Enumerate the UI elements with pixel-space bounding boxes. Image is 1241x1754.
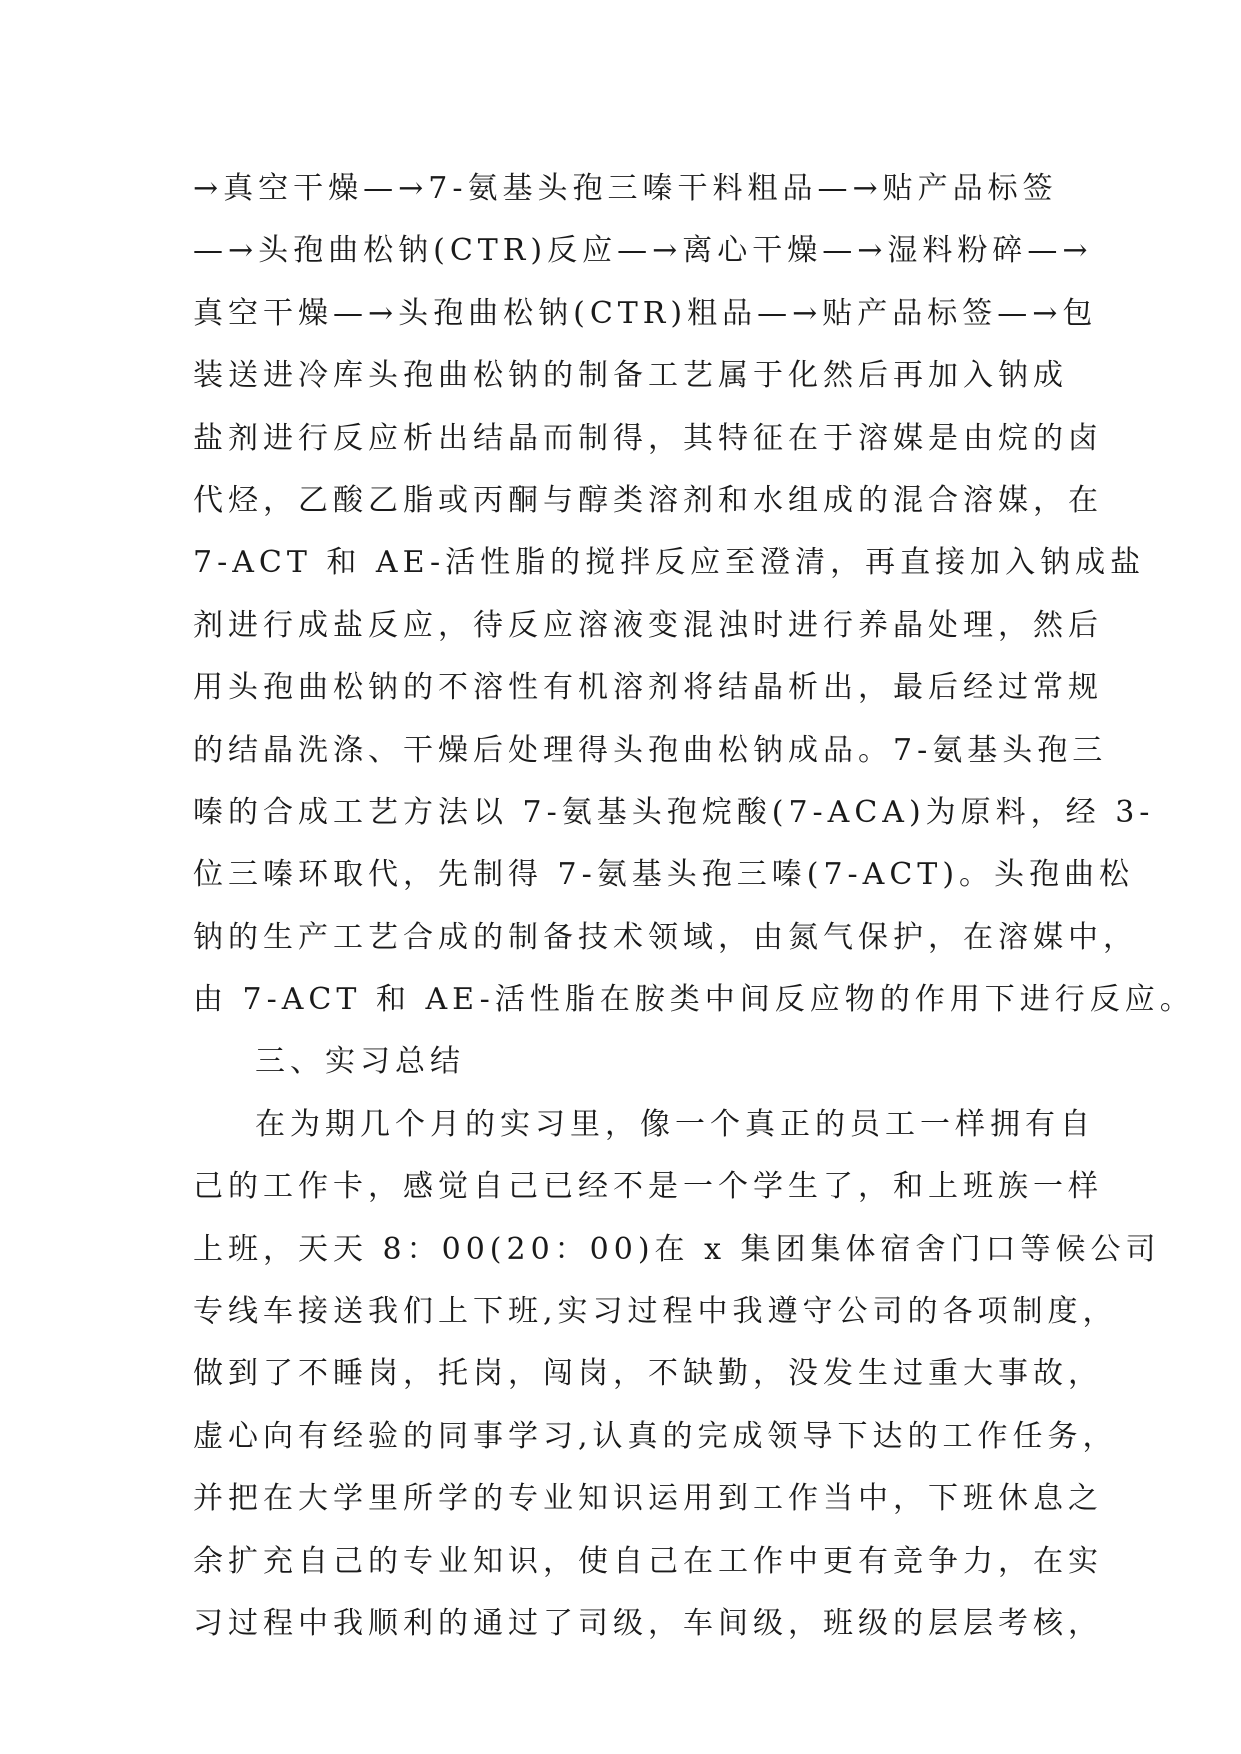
body-line: 习过程中我顺利的通过了司级，车间级，班级的层层考核， xyxy=(193,1605,1103,1641)
body-line: 装送进冷库头孢曲松钠的制备工艺属于化然后再加入钠成 xyxy=(193,358,1068,394)
body-line: 盐剂进行反应析出结晶而制得，其特征在于溶媒是由烷的卤 xyxy=(193,420,1103,456)
body-line: 剂进行成盐反应，待反应溶液变混浊时进行养晶处理，然后 xyxy=(193,607,1103,643)
body-line: 位三嗪环取代，先制得 7-氨基头孢三嗪(7-ACT)。头孢曲松 xyxy=(193,857,1135,893)
body-line: 并把在大学里所学的专业知识运用到工作当中，下班休息之 xyxy=(193,1481,1103,1517)
body-line: 代烃，乙酸乙脂或丙酮与醇类溶剂和水组成的混合溶媒，在 xyxy=(193,482,1103,518)
body-line: 上班，天天 8：00(20：00)在 x 集团集体宿舍门口等候公司 xyxy=(193,1231,1161,1267)
body-line: 7-ACT 和 AE-活性脂的搅拌反应至澄清，再直接加入钠成盐 xyxy=(193,545,1146,581)
body-line: 真空干燥—→头孢曲松钠(CTR)粗品—→贴产品标签—→包 xyxy=(193,295,1098,331)
body-line: 己的工作卡，感觉自己已经不是一个学生了，和上班族一样 xyxy=(193,1169,1103,1205)
paragraph-first-line: 在为期几个月的实习里，像一个真正的员工一样拥有自 xyxy=(255,1106,1095,1142)
document-body xyxy=(193,158,1195,1655)
body-line: 用头孢曲松钠的不溶性有机溶剂将结晶析出，最后经过常规 xyxy=(193,670,1103,706)
body-line: 的结晶洗涤、干燥后处理得头孢曲松钠成品。7-氨基头孢三 xyxy=(193,732,1108,768)
body-line: 嗪的合成工艺方法以 7-氨基头孢烷酸(7-ACA)为原料，经 3- xyxy=(193,794,1155,830)
body-line: 由 7-ACT 和 AE-活性脂在胺类中间反应物的作用下进行反应。 xyxy=(193,982,1195,1018)
body-line: 做到了不睡岗，托岗，闯岗，不缺勤，没发生过重大事故， xyxy=(193,1356,1103,1392)
section-heading: 三、实习总结 xyxy=(255,1044,465,1080)
body-line: 余扩充自己的专业知识，使自己在工作中更有竞争力，在实 xyxy=(193,1543,1103,1579)
body-line: 虚心向有经验的同事学习,认真的完成领导下达的工作任务， xyxy=(193,1418,1118,1454)
body-line: 专线车接送我们上下班,实习过程中我遵守公司的各项制度， xyxy=(193,1294,1118,1330)
body-line: —→头孢曲松钠(CTR)反应—→离心干燥—→湿料粉碎—→ xyxy=(193,233,1093,269)
body-line: 钠的生产工艺合成的制备技术领域，由氮气保护，在溶媒中， xyxy=(193,919,1138,955)
body-line: →真空干燥—→7-氨基头孢三嗪干料粗品—→贴产品标签 xyxy=(193,171,1058,206)
